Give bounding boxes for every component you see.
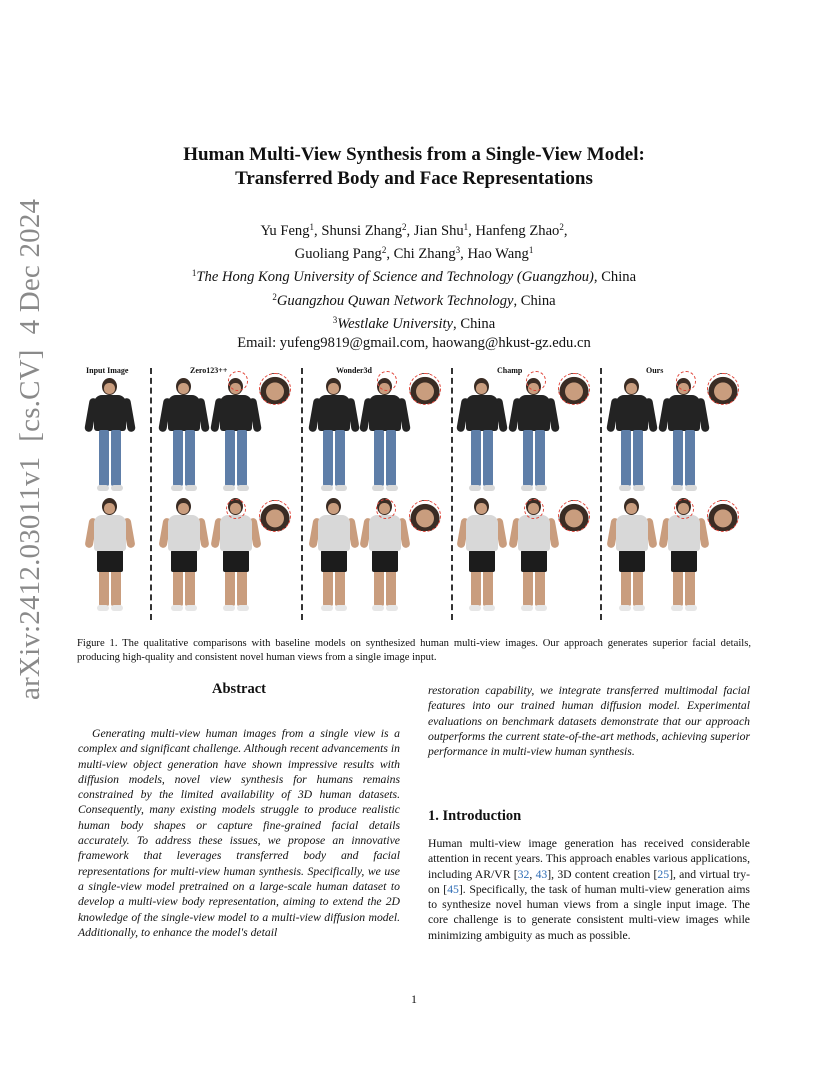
title-line-2: Transferred Body and Face Representations — [235, 168, 593, 189]
generated-view-person — [158, 496, 210, 614]
citation-link[interactable]: 32 — [517, 867, 530, 881]
generated-view-person — [508, 376, 560, 494]
body-text: ]. Specifically, the task of human multi-view generation aims to synthesize novel human views from a single input image. The core challenge is to generate consistent multi-view images while minimizing ambiguity as much as possible. — [428, 882, 750, 942]
affiliation-country: , China — [513, 292, 556, 309]
affiliation-mark: 3 — [332, 314, 338, 325]
author-name: Guoliang Pang — [294, 246, 382, 263]
page-number: 1 — [411, 992, 417, 1006]
abstract-text-continued: restoration capability, we integrate transferred multimodal facial features into our trained human diffusion model. Experimental evaluations on benchmark datasets demonstrate that our approach outperforms the current state-of-the-art methods, achieving superior performance in multi-view human synthesis. — [428, 684, 750, 759]
face-highlight-marker — [674, 499, 694, 519]
generated-view-person — [308, 376, 360, 494]
face-closeup — [409, 500, 441, 532]
face-closeup — [558, 373, 590, 405]
face-highlight-marker — [526, 371, 546, 391]
figure-column-label: Ours — [646, 366, 664, 375]
face-closeup — [409, 373, 441, 405]
generated-view-person — [606, 496, 658, 614]
author-block — [60, 218, 768, 353]
generated-view-person — [158, 376, 210, 494]
face-highlight-marker — [524, 499, 544, 519]
author-name: , Chi Zhang — [386, 246, 456, 263]
affiliation-name: The Hong Kong University of Science and Technology (Guangzhou) — [196, 269, 594, 286]
citation-link[interactable]: 45 — [447, 882, 459, 896]
figure-column-label: Input Image — [86, 366, 129, 375]
generated-view-person — [456, 496, 508, 614]
title-line-1: Human Multi-View Synthesis from a Single-View Model: — [183, 144, 645, 165]
affiliation-country: , China — [593, 269, 637, 286]
body-text: Human multi-view image generation has received considerable attention in recent years. This approach enables various applications, including AR/VR [ — [428, 837, 750, 881]
affiliation-mark: 1 — [191, 268, 197, 279]
generated-view-person — [308, 496, 360, 614]
body-text: , — [529, 867, 536, 881]
author-name: , Jian Shu — [406, 223, 464, 239]
face-closeup — [558, 500, 590, 532]
figure-caption: Figure 1. The qualitative comparisons with baseline models on synthesized human multi-view images. Our approach generates superior facial details, producing high-quality and consistent novel human views from a single image input. — [77, 638, 751, 664]
input-image-person — [84, 496, 136, 614]
figure-column-label: Champ — [497, 366, 523, 375]
body-text: ], 3D content creation [ — [547, 867, 658, 881]
affiliation-mark: 1 — [528, 245, 534, 256]
author-separator: , — [563, 223, 568, 239]
affiliation-name: Guangzhou Quwan Network Technology — [276, 292, 514, 309]
affiliation-mark: 3 — [455, 245, 461, 256]
paper-title — [60, 143, 768, 191]
affiliation-mark: 1 — [309, 222, 315, 232]
face-highlight-marker — [376, 499, 396, 519]
authors-line-2 — [60, 241, 768, 264]
affiliation-mark: 2 — [402, 222, 407, 232]
author-name: , Hanfeng Zhao — [468, 223, 560, 239]
affiliation-mark: 2 — [381, 245, 387, 256]
introduction-text — [428, 836, 750, 943]
generated-view-person — [658, 376, 710, 494]
face-closeup — [259, 373, 291, 405]
generated-view-person — [456, 376, 508, 494]
face-closeup — [707, 373, 739, 405]
author-name: , Shunsi Zhang — [314, 223, 402, 239]
face-highlight-marker — [226, 499, 246, 519]
column-divider — [301, 368, 303, 620]
face-highlight-marker — [228, 371, 248, 391]
contact-email: Email: yufeng9819@gmail.com, haowang@hkust-gz.edu.cn — [237, 335, 591, 352]
generated-view-person — [210, 376, 262, 494]
authors-line-1 — [60, 218, 768, 241]
face-closeup — [707, 500, 739, 532]
abstract-text: Generating multi-view human images from a single view is a complex and significant challenge. Although recent advancements in multi-view object generation have shown impressive results with diffusion models, novel view synthesis for humans remains constrained by the limited availability of 3D human datasets. Consequently, many existing models struggle to produce realistic human body shapes or capture fine-grained facial details accurately. To address these issues, we propose an innovative framework that leverages transferred body and facial representations for multi-view human synthesis. Specifically, we use a single-view model pretrained on a large-scale human dataset to develop a multi-view body representation, aiming to extend the 2D knowledge of the single-view model to a multi-view diffusion model. Additionally, to enhance the model's detail — [78, 727, 400, 939]
introduction-heading: 1. Introduction — [428, 808, 522, 824]
generated-view-person — [606, 376, 658, 494]
figure-column-label: Zero123++ — [190, 366, 228, 375]
affiliation-country: , China — [453, 315, 496, 332]
citation-link[interactable]: 43 — [535, 867, 548, 881]
arxiv-identifier: arXiv:2412.03011v1 [cs.CV] 4 Dec 2024 — [14, 198, 46, 700]
face-highlight-marker — [676, 371, 696, 391]
affiliation-mark: 2 — [272, 291, 277, 302]
generated-view-person — [359, 376, 411, 494]
affiliation-mark: 1 — [463, 222, 469, 232]
affiliation-1 — [60, 264, 768, 287]
affiliation-3 — [60, 311, 768, 334]
column-divider — [150, 368, 152, 620]
author-name: , Hao Wang — [460, 246, 529, 263]
face-highlight-marker — [377, 371, 397, 391]
figure-column-label: Wonder3d — [336, 366, 373, 375]
face-closeup — [259, 500, 291, 532]
affiliation-2 — [60, 288, 768, 311]
body-text: ], and virtual try-on [ — [428, 867, 750, 896]
affiliation-name: Westlake University — [337, 315, 454, 332]
input-image-person — [84, 376, 136, 494]
citation-link[interactable]: 25 — [657, 867, 670, 881]
author-name: Yu Feng — [260, 223, 310, 239]
abstract-heading: Abstract — [212, 681, 266, 697]
column-divider — [600, 368, 602, 620]
affiliation-mark: 2 — [559, 222, 564, 232]
column-divider — [451, 368, 453, 620]
